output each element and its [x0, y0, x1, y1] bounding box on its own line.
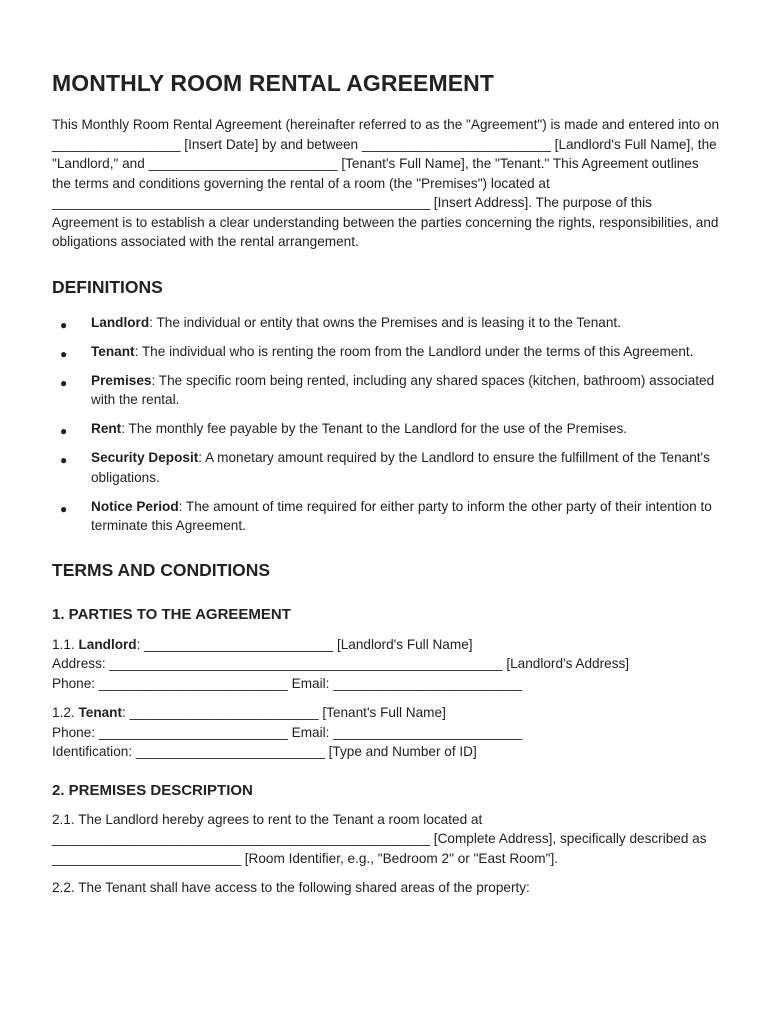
definition-item	[52, 448, 721, 487]
clause-number: 1.1.	[52, 636, 75, 652]
definition-text: : The specific room being rented, including any shared spaces (kitchen, bathroom) associated with the rental.	[91, 372, 715, 407]
definition-item	[52, 342, 721, 362]
definition-text: : The monthly fee payable by the Tenant to the Landlord for the use of the Premises.	[121, 421, 628, 436]
tenant-line-1	[52, 703, 720, 723]
tenant-label: Tenant	[78, 705, 123, 720]
definition-item	[52, 371, 721, 410]
terms-heading: TERMS AND CONDITIONS	[52, 559, 271, 580]
document-title: MONTHLY ROOM RENTAL AGREEMENT	[52, 70, 495, 96]
clause-2-2: 2.2. The Tenant shall have access to the following shared areas of the property:	[52, 880, 530, 895]
bullet-icon: ●	[60, 424, 68, 438]
definition-item	[52, 497, 721, 536]
bullet-icon: ●	[60, 501, 68, 516]
definition-item	[52, 313, 721, 333]
bullet-icon: ●	[60, 453, 68, 467]
definition-text: : A monetary amount required by the Landlord to ensure the fulfillment of the Tenant's obligations.	[91, 450, 710, 485]
landlord-address-field: Address: ____________________________________________________ [Landlord's Address]	[52, 656, 630, 671]
intro-paragraph: This Monthly Room Rental Agreement (hereinafter referred to as the "Agreement") is made and entered into on _________________ [Insert Date] by and between _________________________ [Landlord's Full Name], the "Landlord," and _________________________ [Tenant's Full Name], the "Tenant." This Agreement outlines the terms and conditions governing the rental of a room (the "Premises") located at __________________________________________________ [Insert Address]. The purpose of this Agreement is to establish a clear understanding between the parties concerning the rights, responsibilities, and obligations associated with the rental arrangement.	[52, 117, 720, 249]
tenant-block	[52, 703, 720, 762]
bullet-icon: ●	[60, 375, 68, 390]
landlord-block	[52, 635, 720, 694]
landlord-line-1	[52, 635, 720, 655]
section-1-heading: 1. PARTIES TO THE AGREEMENT	[52, 605, 291, 623]
landlord-label: Landlord	[78, 636, 137, 652]
definition-term: Landlord	[91, 314, 150, 330]
clause-2-1: 2.1. The Landlord hereby agrees to rent to the Tenant a room located at __________________________________________________ [Complete Address], specifically described as _________________________ [Room Identifier, e.g., "Bedroom 2" or "East Room"].	[52, 811, 707, 866]
definitions-list	[52, 313, 720, 536]
tenant-contact-field: Phone: _________________________ Email: _________________________	[52, 724, 523, 740]
definitions-heading: DEFINITIONS	[52, 276, 163, 297]
definition-text: : The individual or entity that owns the Premises and is leasing it to the Tenant.	[149, 314, 621, 330]
definition-text: : The amount of time required for either party to inform the other party of their intention to terminate this Agreement.	[91, 498, 712, 533]
definition-term: Premises	[91, 372, 152, 388]
definition-item	[52, 419, 721, 439]
tenant-name-field: : _________________________ [Tenant's Full Name]	[122, 705, 446, 720]
tenant-id-field: Identification: _________________________ [Type and Number of ID]	[52, 744, 477, 759]
landlord-name-field: : _________________________ [Landlord's Full Name]	[136, 636, 473, 652]
definition-term: Rent	[91, 421, 122, 436]
definition-term: Tenant	[91, 343, 135, 359]
landlord-contact-field: Phone: _________________________ Email: _________________________	[52, 675, 523, 691]
bullet-icon: ●	[60, 346, 68, 361]
definition-term: Security Deposit	[91, 450, 199, 465]
clause-number: 1.2.	[52, 705, 75, 720]
bullet-icon: ●	[60, 317, 68, 332]
definition-text: : The individual who is renting the room from the Landlord under the terms of this Agreement.	[134, 343, 694, 359]
definition-term: Notice Period	[91, 498, 179, 514]
section-2-heading: 2. PREMISES DESCRIPTION	[52, 781, 253, 799]
